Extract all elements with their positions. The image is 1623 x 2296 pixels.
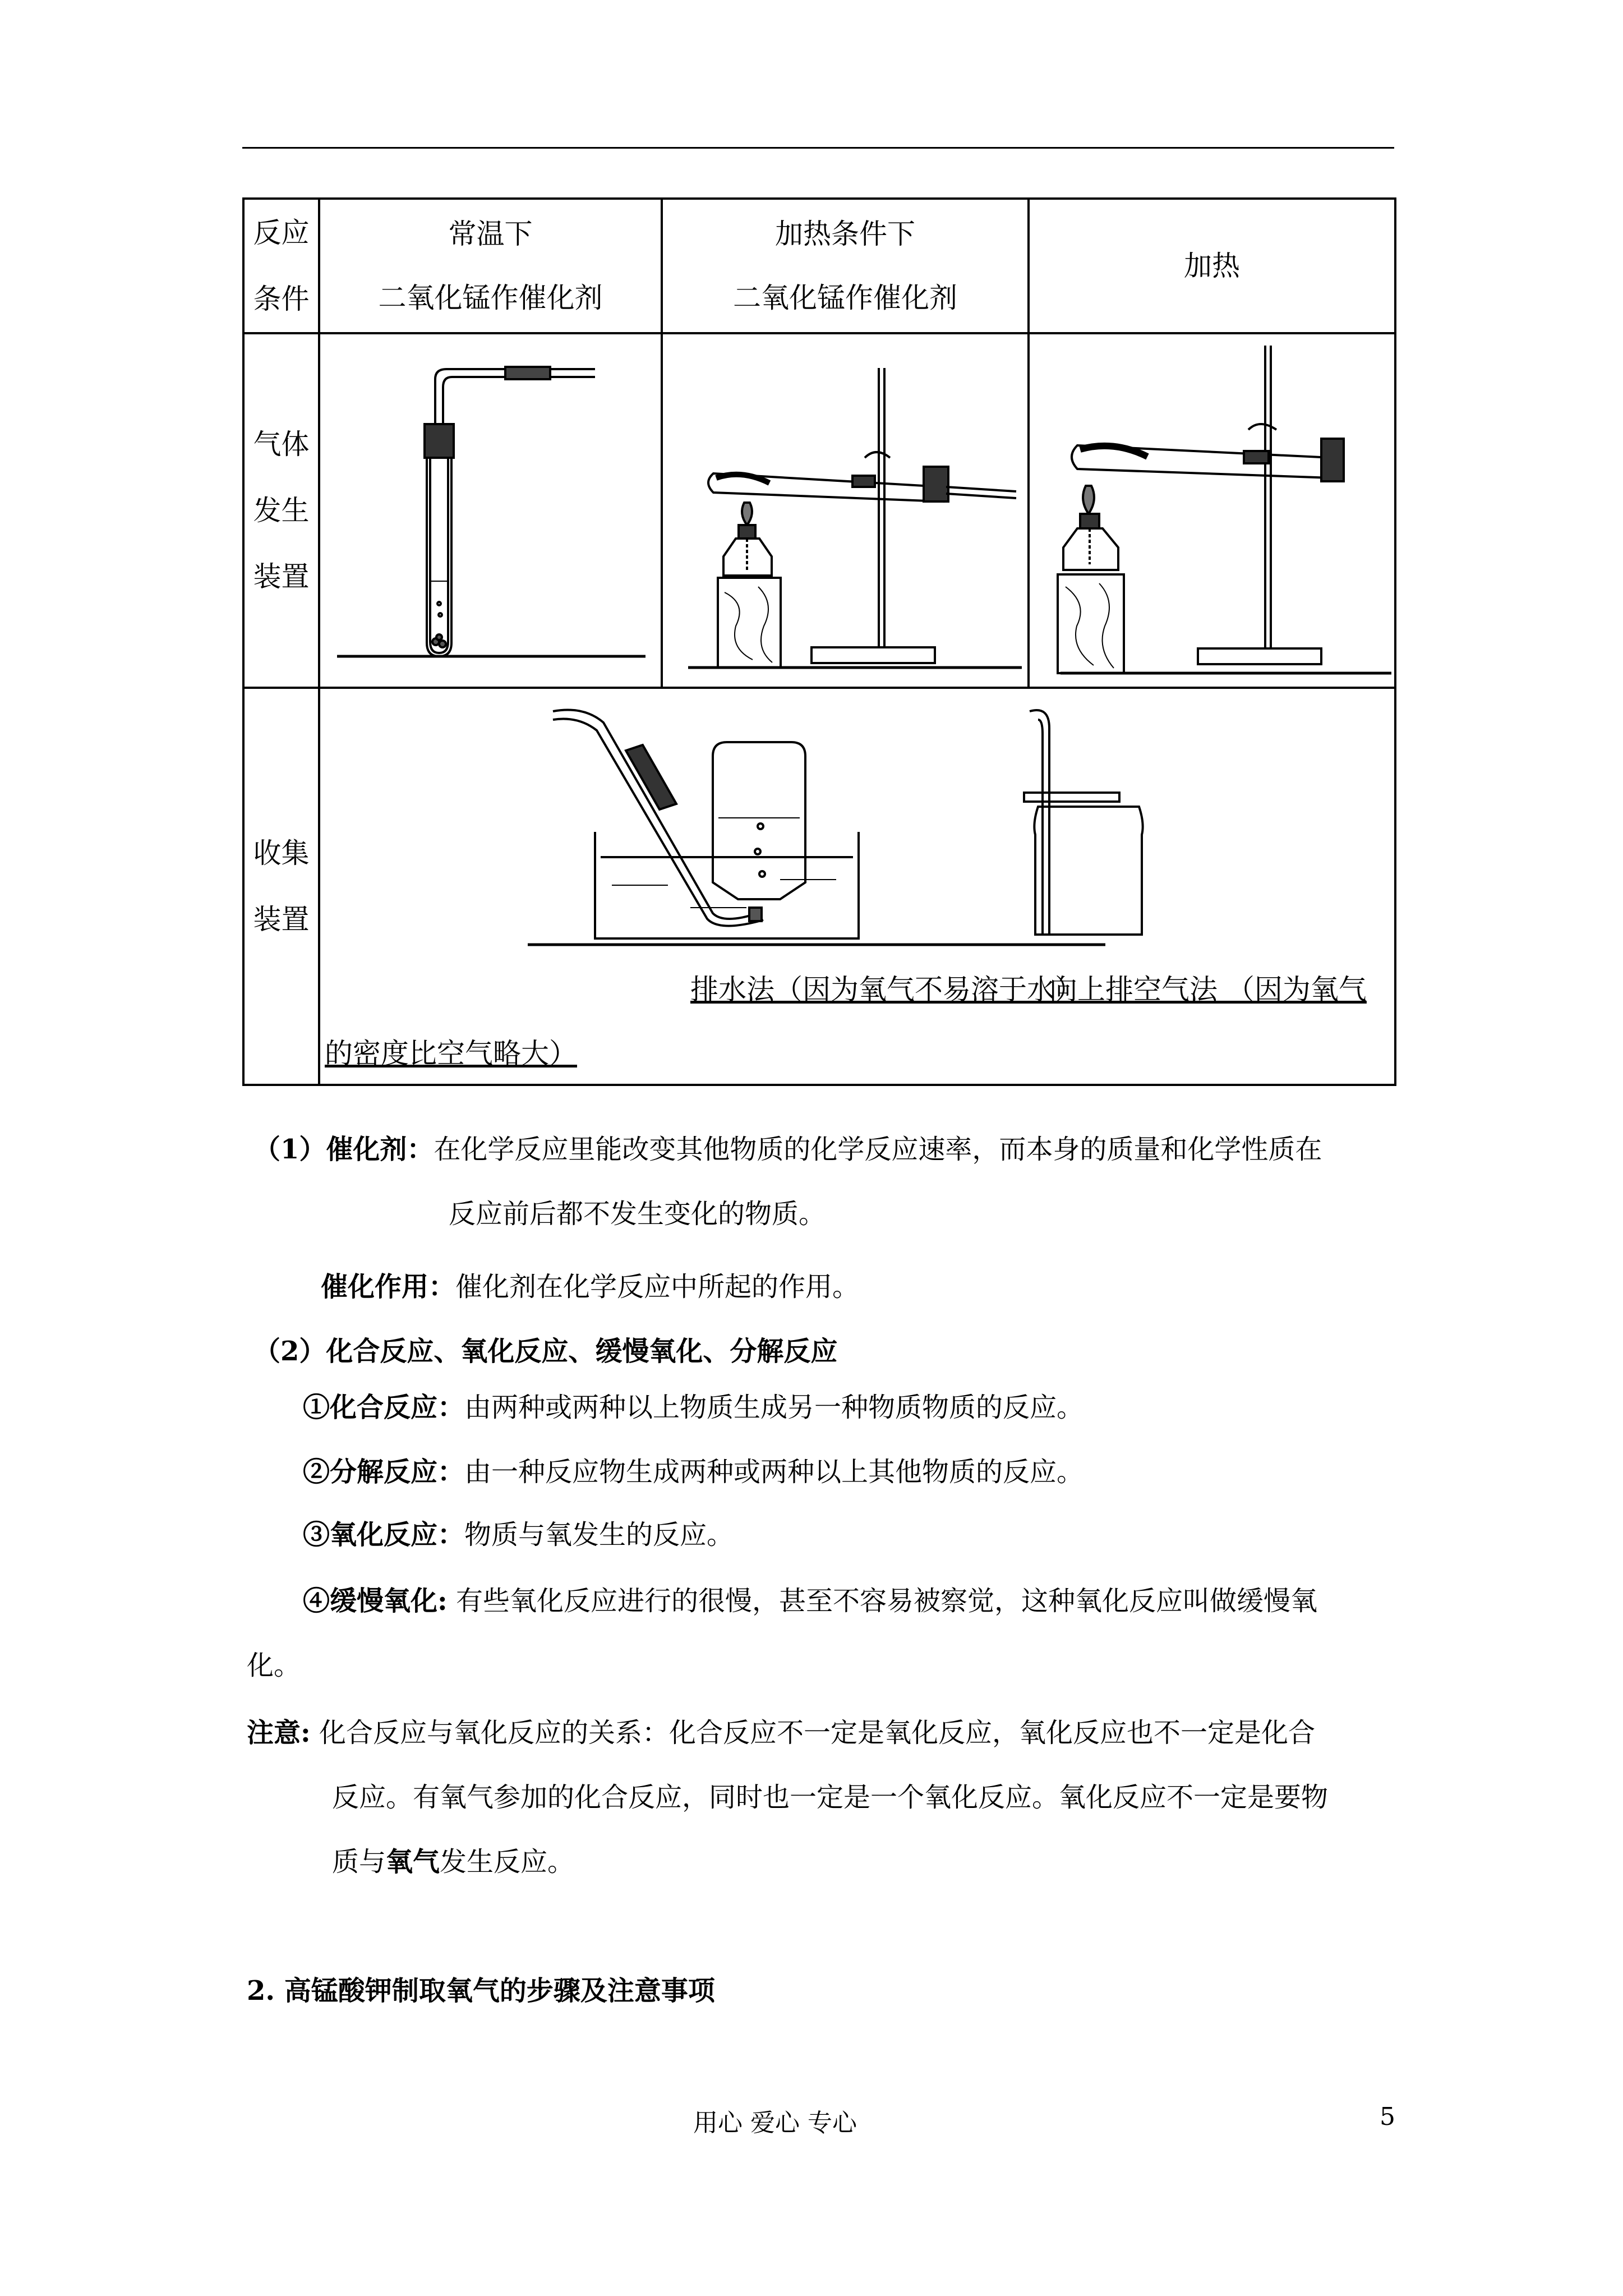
apparatus-cell-2 — [662, 333, 1029, 688]
collector-row — [243, 688, 1395, 1085]
page-number: 5 — [1380, 2102, 1395, 2131]
row-label-generator: 气体 发生 装置 — [243, 333, 319, 688]
decomposition-reaction-item: ②分解反应：由一种反应物生成两种或两种以上其他物质的反应。 — [303, 1456, 1084, 1488]
note-line-1: 注意: 化合反应与氧化反应的关系：化合反应不一定是氧化反应，氧化反应也不一定是化合 — [247, 1717, 1315, 1749]
collection-apparatus-figure — [320, 689, 1396, 1084]
oxygen-preparation-table — [242, 197, 1396, 1086]
condition-cell-1: 常温下 二氧化锰作催化剂 — [319, 199, 662, 333]
water-displacement-caption: 排水法（因为氧气不易溶于水） — [690, 973, 1083, 1006]
note-line-2: 反应。有氧气参加的化合反应，同时也一定是一个氧化反应。氧化反应不一定是要物 — [332, 1782, 1329, 1813]
slow-oxidation-item: ④缓慢氧化: 有些氧化反应进行的很慢，甚至不容易被察觉，这种氧化反应叫做缓慢氧 — [303, 1585, 1317, 1617]
combination-reaction-item: ①化合反应：由两种或两种以上物质生成另一种物质物质的反应。 — [303, 1392, 1084, 1423]
slow-oxidation-item-cont: 化。 — [247, 1650, 301, 1681]
apparatus-cell-1 — [319, 333, 662, 688]
catalysis-line: 催化作用：催化剂在化学反应中所起的作用。 — [321, 1271, 860, 1303]
test-tube-apparatus-figure — [320, 334, 663, 687]
collection-cell — [319, 688, 1395, 1085]
row-label-collector: 收集 装置 — [243, 688, 319, 1085]
section-2-title: （2）化合反应、氧化反应、缓慢氧化、分解反应 — [253, 1336, 838, 1367]
footer-motto: 用心 爱心 专心 — [693, 2109, 857, 2137]
header-rule — [242, 147, 1394, 149]
upward-air-caption-part1: 向上排空气法 （因为氧气 — [1049, 973, 1367, 1006]
generator-row — [243, 333, 1395, 688]
upward-air-caption-part2: 的密度比空气略大） — [325, 1037, 577, 1070]
condition-cell-3: 加热 — [1029, 199, 1395, 333]
catalyst-line-1: （1）催化剂：在化学反应里能改变其他物质的化学反应速率，而本身的质量和化学性质在 — [253, 1134, 1322, 1165]
row-label-condition: 反应 条件 — [243, 199, 319, 333]
condition-row — [243, 199, 1395, 333]
oxidation-reaction-item: ③氧化反应：物质与氧发生的反应。 — [303, 1519, 734, 1550]
heated-flask-apparatus-figure-2 — [1030, 334, 1396, 687]
heading-2: 2. 高锰酸钾制取氧气的步骤及注意事项 — [247, 1975, 715, 2007]
note-line-3: 质与氧气发生反应。 — [332, 1846, 575, 1878]
condition-cell-2: 加热条件下 二氧化锰作催化剂 — [662, 199, 1029, 333]
heated-flask-apparatus-figure-1 — [663, 334, 1030, 687]
catalyst-line-2: 反应前后都不发生变化的物质。 — [449, 1198, 826, 1230]
apparatus-cell-3 — [1029, 333, 1395, 688]
